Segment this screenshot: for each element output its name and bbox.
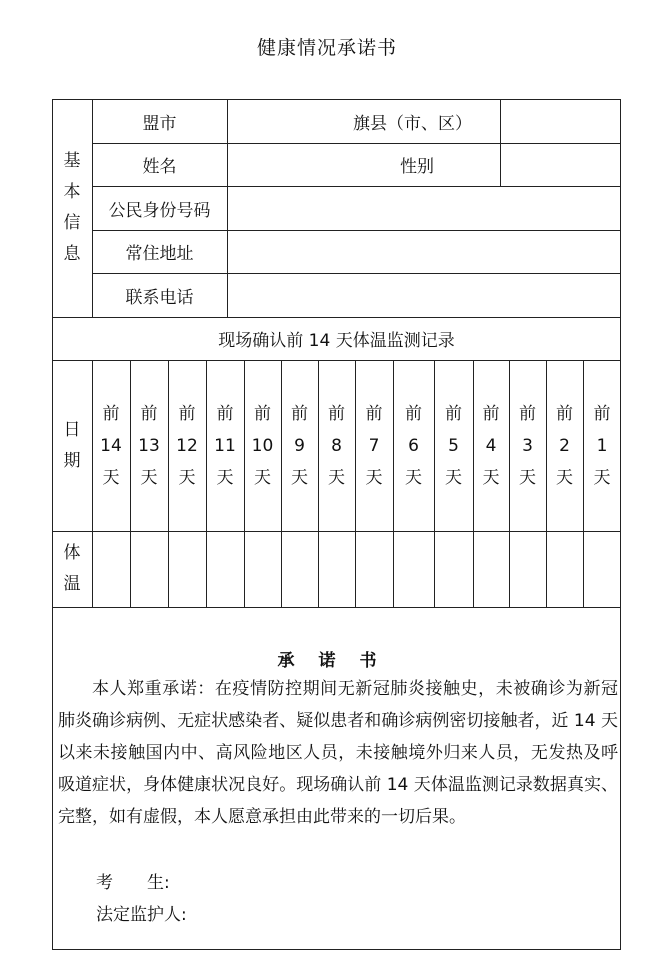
day-header-text: 天 [291,468,308,488]
day-column-header [96,398,126,494]
day-header-text: 天 [445,468,462,488]
day-header-text: 10 [251,436,274,456]
day-header-text: 天 [405,468,422,488]
day-header-text: 前 [519,404,536,424]
day-column-header [285,398,315,494]
day-column-header [399,398,429,494]
day-header-text: 天 [482,468,500,488]
day-header-text: 2 [559,436,570,456]
day-column-header [322,398,352,494]
day-header-text: 前 [254,404,271,424]
day-header-text: 前 [593,404,611,424]
examinee-signature-field[interactable] [205,868,405,892]
day-header-text: 天 [102,468,120,488]
day-header-text: 前 [216,404,234,424]
day-header-text: 前 [328,404,345,424]
phone-label: 联系电话 [125,287,194,308]
day-header-text: 3 [522,436,533,456]
basic-info-group-label [52,99,92,317]
day-header-text: 5 [448,436,459,456]
date-row-text: 日期 [63,419,81,471]
day-header-text: 天 [254,468,271,488]
temp-row-text: 体温 [63,543,81,594]
day-header-text: 13 [138,436,160,456]
pledge-heading [0,646,654,671]
day-header-text: 天 [178,468,196,488]
day-header-text: 前 [102,404,120,424]
temperature-input[interactable] [318,531,355,607]
day-column-header [513,398,543,494]
pledge-body: 本人郑重承诺：在疫情防控期间无新冠肺炎接触史，未被确诊为新冠肺炎确诊病例、无症状感染者、疑似患者和确诊病例密切接触者，近 14 天以来未接触国内中、高风险地区人员，未接触境外归来人员，无发热及呼吸道症状，身体健康状况良好。现场确认前 14 天体温监测记录数据真实、完整，如有虚假，本人愿意承担由此带来的一切后果。 [58,679,618,827]
day-header-text: 天 [519,468,536,488]
id-number-input[interactable] [227,186,621,230]
temperature-input[interactable] [281,531,318,607]
day-header-text: 6 [408,436,419,456]
day-column-header [172,398,202,494]
temperature-input[interactable] [130,531,168,607]
name-label: 姓名 [142,157,177,177]
guardian-label: 法定监护人: [96,905,187,925]
temperature-input[interactable] [92,531,130,607]
league-city-label: 盟市 [142,113,177,134]
day-column-header [439,398,469,494]
day-header-text: 天 [328,468,345,488]
day-column-header [476,398,506,494]
pledge-heading-char: 诺 [318,651,336,671]
day-header-text: 11 [214,436,236,456]
day-header-text: 前 [445,404,462,424]
temp-row-label [52,531,92,607]
name-input[interactable] [227,143,357,186]
day-column-header [587,398,617,494]
pledge-heading-char: 承 [277,651,295,671]
address-label: 常住地址 [125,244,194,264]
day-column-header [248,398,278,494]
day-header-text: 8 [331,436,342,456]
rule [52,607,621,608]
temperature-input[interactable] [434,531,473,607]
address-input[interactable] [227,230,621,273]
day-header-text: 前 [365,404,383,424]
day-header-text: 天 [365,468,383,488]
day-column-header [550,398,580,494]
temperature-input[interactable] [583,531,621,607]
day-header-text: 12 [176,436,198,456]
day-header-text: 前 [556,404,573,424]
rule [52,360,621,361]
county-label: 旗县（市、区） [353,113,472,134]
county-input[interactable] [500,99,621,143]
temperature-input[interactable] [473,531,509,607]
temperature-input[interactable] [546,531,583,607]
day-header-text: 前 [140,404,158,424]
temperature-input[interactable] [168,531,206,607]
day-column-header [134,398,164,494]
day-header-text: 1 [596,436,608,456]
day-header-text: 7 [368,436,380,456]
day-column-header [359,398,389,494]
page-title: 健康情况承诺书 [256,37,397,59]
day-header-text: 14 [100,436,122,456]
id-number-label: 公民身份号码 [108,200,211,221]
day-header-text: 天 [593,468,611,488]
gender-input[interactable] [500,143,621,186]
day-header-text: 前 [482,404,500,424]
basic-info-group-text: 基本信息 [63,151,81,264]
day-header-text: 天 [140,468,158,488]
guardian-signature-field[interactable] [205,900,405,924]
temperature-input[interactable] [244,531,281,607]
day-header-text: 前 [178,404,196,424]
temperature-input[interactable] [355,531,393,607]
temperature-input[interactable] [509,531,546,607]
day-header-text: 天 [216,468,234,488]
gender-label: 性别 [400,157,434,177]
day-header-text: 前 [405,404,422,424]
day-column-header [210,398,240,494]
phone-input[interactable] [227,273,621,317]
day-header-text: 前 [291,404,308,424]
day-header-text: 9 [294,436,305,456]
pledge-heading-char: 书 [359,651,377,671]
temperature-input[interactable] [393,531,434,607]
temperature-input[interactable] [206,531,244,607]
day-header-text: 4 [485,436,497,456]
examinee-label: 考 生: [96,873,170,893]
day-header-text: 天 [556,468,573,488]
date-row-label [52,360,92,531]
monitoring-section-title: 现场确认前 14 天体温监测记录 [218,331,455,351]
